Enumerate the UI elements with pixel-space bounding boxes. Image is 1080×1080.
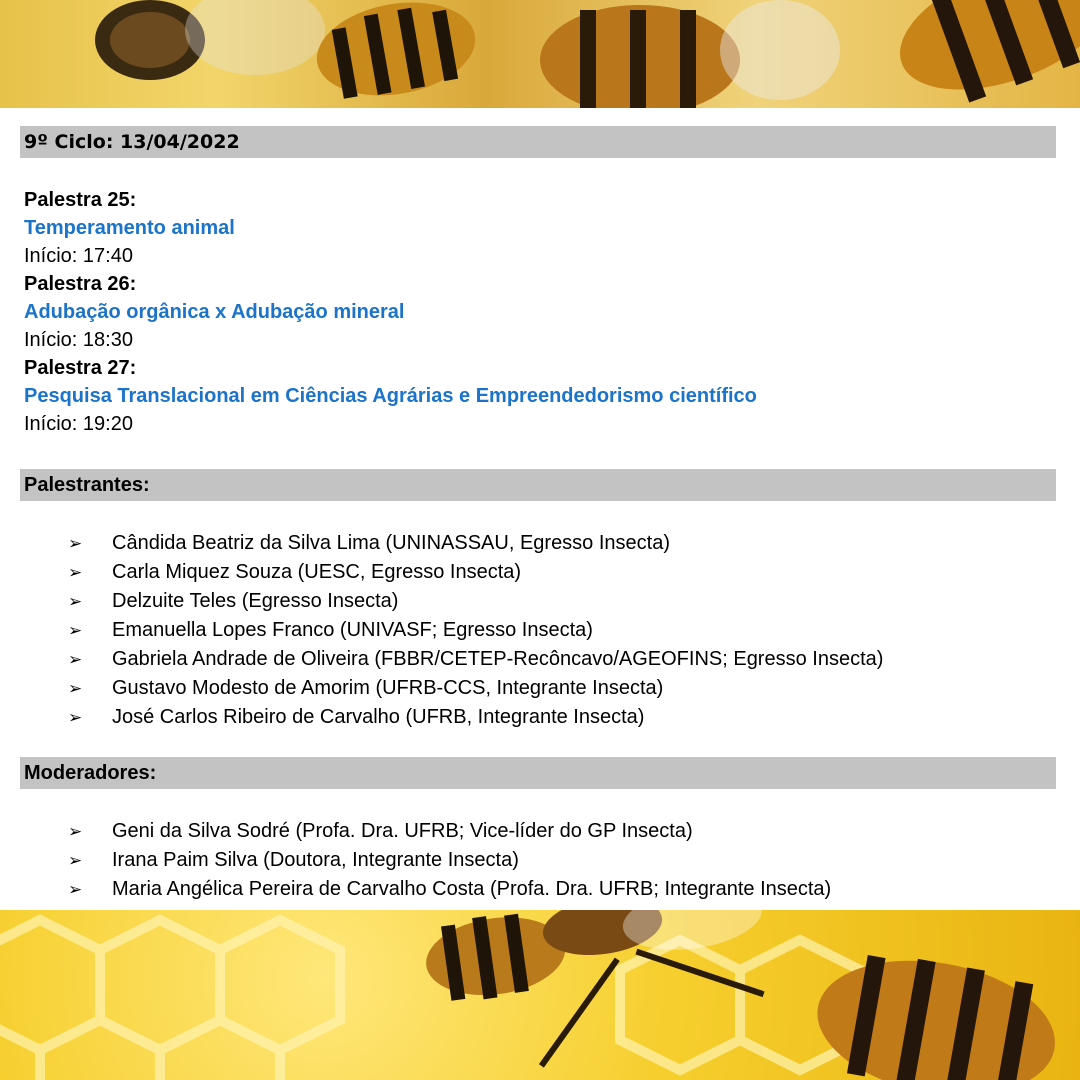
list-item — [20, 558, 1056, 587]
arrow-bullet-icon: ➢ — [68, 851, 83, 870]
talk-heading: Palestra 25: — [24, 189, 137, 211]
moderator-name: Maria Angélica Pereira de Carvalho Costa (Profa. Dra. UFRB; Integrante Insecta) — [112, 878, 832, 900]
speaker-name: Gustavo Modesto de Amorim (UFRB-CCS, Integrante Insecta) — [112, 677, 664, 699]
top-bee-banner — [0, 0, 1080, 108]
list-item — [20, 587, 1056, 616]
moderator-name: Geni da Silva Sodré (Profa. Dra. UFRB; Vice-líder do GP Insecta) — [112, 820, 693, 842]
talk-start-time: Início: 18:30 — [24, 329, 133, 351]
arrow-bullet-icon: ➢ — [68, 822, 83, 841]
arrow-bullet-icon: ➢ — [68, 563, 83, 582]
arrow-bullet-icon: ➢ — [68, 650, 83, 669]
list-item — [20, 875, 1056, 904]
talk-title: Pesquisa Translacional em Ciências Agrárias e Empreendedorismo científico — [24, 385, 757, 407]
speaker-name: Carla Miquez Souza (UESC, Egresso Insecta) — [112, 561, 522, 583]
speakers-list — [20, 529, 1056, 732]
list-item — [20, 817, 1056, 846]
talk-heading: Palestra 27: — [24, 357, 137, 379]
speakers-header: Palestrantes: — [20, 469, 1056, 501]
talk-start-time: Início: 19:20 — [24, 413, 133, 435]
speaker-name: Emanuella Lopes Franco (UNIVASF; Egresso Insecta) — [112, 619, 593, 641]
moderators-list — [20, 817, 1056, 904]
moderator-name: Irana Paim Silva (Doutora, Integrante Insecta) — [112, 849, 519, 871]
speaker-name: Gabriela Andrade de Oliveira (FBBR/CETEP-Recôncavo/AGEOFINS; Egresso Insecta) — [112, 648, 884, 670]
list-item — [20, 674, 1056, 703]
list-item — [20, 846, 1056, 875]
list-item — [20, 616, 1056, 645]
talk-start-time: Início: 17:40 — [24, 245, 133, 267]
speaker-name: Cândida Beatriz da Silva Lima (UNINASSAU, Egresso Insecta) — [112, 532, 671, 554]
arrow-bullet-icon: ➢ — [68, 621, 83, 640]
bottom-honeycomb-banner — [0, 910, 1080, 1080]
arrow-bullet-icon: ➢ — [68, 708, 83, 727]
talk-title: Adubação orgânica x Adubação mineral — [24, 301, 405, 323]
arrow-bullet-icon: ➢ — [68, 679, 83, 698]
moderators-header: Moderadores: — [20, 757, 1056, 789]
talks-list — [20, 186, 1056, 438]
arrow-bullet-icon: ➢ — [68, 592, 83, 611]
schedule-content — [20, 126, 1056, 904]
talk-heading: Palestra 26: — [24, 273, 137, 295]
speaker-name: Delzuite Teles (Egresso Insecta) — [112, 590, 399, 612]
list-item — [20, 703, 1056, 732]
cycle-header: 9º Ciclo: 13/04/2022 — [20, 126, 1056, 158]
speaker-name: José Carlos Ribeiro de Carvalho (UFRB, Integrante Insecta) — [112, 706, 645, 728]
list-item — [20, 529, 1056, 558]
list-item — [20, 645, 1056, 674]
talk-title: Temperamento animal — [24, 217, 235, 239]
arrow-bullet-icon: ➢ — [68, 880, 83, 899]
arrow-bullet-icon: ➢ — [68, 534, 83, 553]
